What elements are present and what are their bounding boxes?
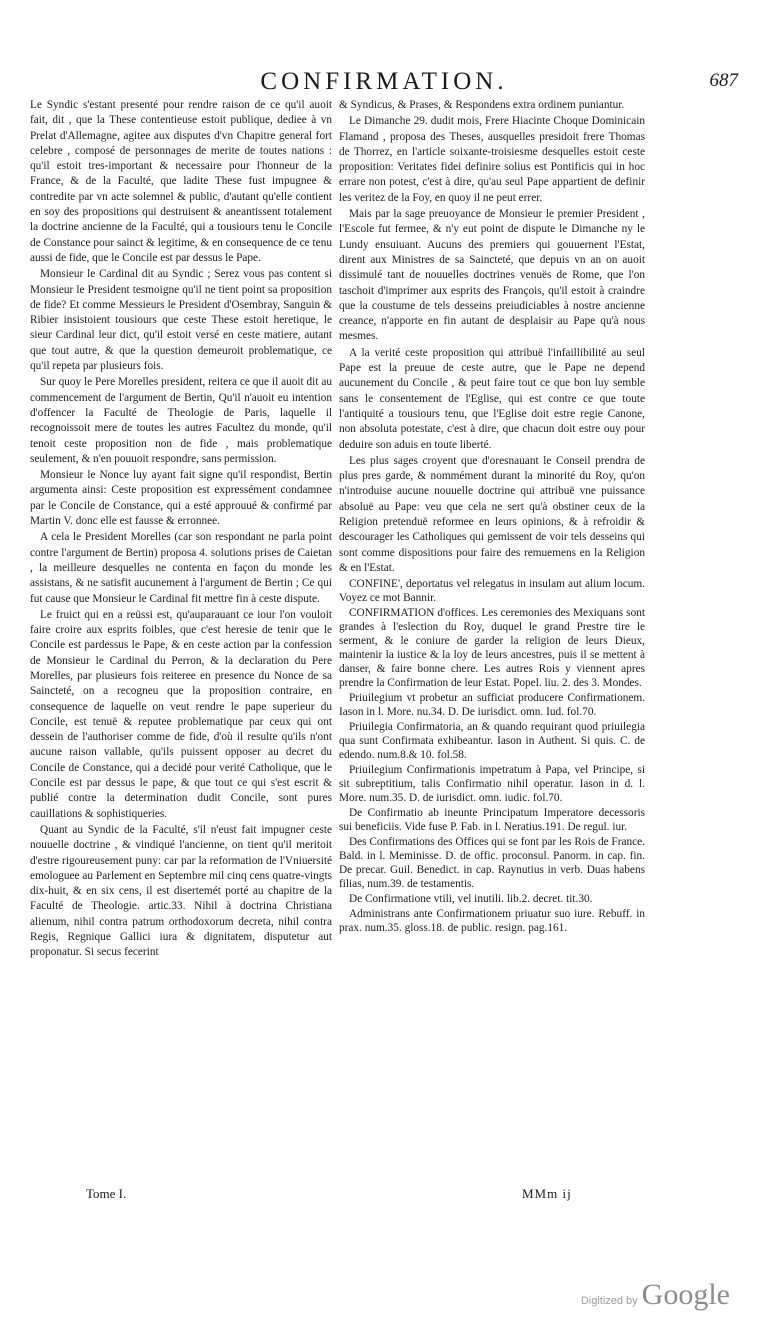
paragraph: A cela le President Morelles (car son respondant ne parla point contre l'argument de Bertin) proposa 4. solutions prises de Caietan , la meilleure desquelles ne contenta en façon du monde les assistans, & ne satisfit aucunement à l'argument de Bertin ; Ce qui fut cause que Monsieur le Cardinal fit mettre fin à ceste dispute. [30,531,332,605]
running-title: CONFIRMATION. [260,68,508,95]
left-column [30,98,332,962]
paragraph: Quant au Syndic de la Faculté, s'il n'eust fait impugner ceste nouuelle doctrine , & vindiqué l'ancienne, on tient qu'il meritoit d'estre rigoureusement puny: car par la reformation de l'Vniuersité emologuee au Parlement en Septembre mil cinq cens quatre-vingts dix-huit, & en six cens, il est disertemét porté au chapitre de la Faculté de Theologie. artic.33. Nihil à doctrina Christiana alienum, nihil contra patrum orthodoxorum decreta, nihil contra Regis, Regnique Gallici iura & dignitatem, disputetur aut proponatur. Si secus fecerint [30,823,332,959]
page-header [30,68,738,102]
paragraph: Le Syndic s'estant presenté pour rendre raison de ce qu'il auoit fait, dit , que la These contentieuse estoit publique, dediee à vn Prelat d'Allemagne, agitee aux disputes d'vn Chapitre general fort celebre , composé de personnages de merite de toutes nations : qu'il estoit tres-important & necessaire pour l'honneur de la France, & de la Faculté, que ladite These fust impugnee & contredite par vn acte solemnel & public, d'autant qu'elle contient en soy des propositions qui destruisent & aneantissent totalement la doctrine ancienne de la Faculté, qui a tousiours tenu le Concile de Constance pour sainct & legitime, & en consequence de ce tenu aussi de fide, que le Concile est par dessus le Pape. [30,99,332,264]
paragraph: Mais par la sage preuoyance de Monsieur le premier President , l'Escole fut fermee, & n'y eut point de dispute le Dimanche ny le Lundy ensuiuant. Aucuns des premiers qui gouuernent l'Estat, dirent aux Ministres de sa Saincteté, que depuis vn an on auoit dissimulé tant de nouuelles doctrines venuës de Rome, que l'on taschoit d'imprimer aux esprits des François, qu'il estoit à craindre que la coustume de tels desseins preiudiciables à nostre ancienne creance, n'apporte en fin autant de desplaisir au Pape qu'à nous mesmes. [339,208,645,343]
digitized-watermark [581,1278,730,1318]
dictionary-entry: CONFINE', deportatus vel relegatus in insulam aut alium locum. Voyez ce mot Bannir. [339,578,645,605]
citation: Priuilegia Confirmatoria, an & quando requirant quod priuilegia qua sunt Confirmata exhibeantur. Iason in Authent. Si quis. C. de edendo. num.8.& 10. fol.58. [339,721,645,762]
volume-label: Tome I. [86,1186,127,1201]
paragraph: Le fruict qui en a reüssi est, qu'auparauant ce iour l'on vouloit faire croire aux esprits foibles, que c'est heresie de tenir que le Concile est pardessus le Pape, & en ceste action par la confession de Monsieur le Cardinal du Perron, & la declaration du Pere Morelles, par plusieurs fois reiteree en presence du Nonce de sa Saincteté, on a recogneu que la proposition contraire, en consequence de laquelle on veut rendre le pape superieur du Concile, est tenuë & reputee problematique par ceux qui ont dessein de l'authoriser comme de fide, d'où il resulte qu'ils n'ont aucune raison vallable, qu'ils puissent opposer au decret du Concile de Constance, qui a decidé pour verité Catholique, que le Concile est par dessus le pape, & que tout ce qui s'est escrit & publié contre la determination dudit Concile, sont pures cauillations & sophistiqueries. [30,608,332,820]
citation: Administrans ante Confirmationem priuatur suo iure. Rebuff. in prax. num.35. gloss.18. de public. resign. pag.161. [339,908,645,935]
paragraph: Sur quoy le Pere Morelles president, reitera ce que il auoit dit au commencement de l'argument de Bertin, Qu'il n'auoit eu intention d'offencer la Faculté de Theologie de Paris, laquelle il recognoissoit mere de toutes les autres Facultez du monde, qu'il tenoit ceste proposition non de fide , mais problematique seulement, & n'en pouuoit respondre, sans permission. [30,376,332,465]
citation: Priuilegium Confirmationis impetratum à Papa, vel Principe, si sit subreptitium, talis Confirmatio nihil operatur. Iason in d. l. More. num.35. D. de iurisdict. omn. iudic. fol.70. [339,764,645,805]
paragraph: A la verité ceste proposition qui attribuë l'infaillibilité au seul Pape est la preuue de ceste autre, que le Pape ne depend aucunement du Concile , & peut faire tout ce que bon luy semble sans le consentement de l'Eglise, qui est contre ce que toute l'antiquité a tousiours tenu, que l'Eglise doit estre regie Canone, non absoluta potestate, c'est à dire, que chacun doit estre ouy pour deduire son aduis en toute liberté. [339,346,645,451]
dictionary-entry: CONFIRMATION d'offices. Les ceremonies des Mexiquans sont grandes à l'eslection du Roy, duquel le grand Prestre tire le serment, & le coniure de garder la religion de leurs Dieux, maintenir la iustice & la loy de leurs ancestres, puis il se mettent à danser, & faire bonne chere. Les autres Rois y viennent apres prendre la Confirmation de leur Estat. Popel. liu. 2. des 3. Mondes. [339,607,645,690]
google-logo: Google [641,1278,730,1311]
paragraph: Le Dimanche 29. dudit mois, Frere Hiacinte Choque Dominicain Flamand , proposa des Theses, ausquelles presidoit frere Thomas de Thorrez, en l'article soixante-troisiesme desquelles estoit ceste proposition: Veritates fidei definire solius est Pontificis qui in hoc errare non potest, c'est à dire, qu'au seul Pape appartient de definir les veritez de la Foy, en quoy il ne peut errer. [339,115,645,204]
page-footer [0,1186,768,1206]
paragraph: & Syndicus, & Prases, & Respondens extra ordinem puniantur. [339,99,625,111]
signature-mark: MMm ij [522,1186,572,1201]
paragraph: Les plus sages croyent que d'oresnauant le Conseil prendra de plus pres garde, & nommément durant la minorité du Roy, qu'on n'introduise aucune nouuelle doctrine qui attribuë vne puissance absoluë au Pape: veu que cela ne sert qu'à obstiner ceux de la Religion pretenduë reformee en leurs opinions, & à refroidir & descourager les Catholiques qui gemissent de voir tels desseins qui sont comme dispositions pour faire des remuemens en la Religion & en l'Estat. [339,454,645,574]
watermark-prefix: Digitized by [580,1295,638,1307]
citation: Priuilegium vt probetur an sufficiat producere Confirmationem. Iason in l. More. nu.34. D. De iurisdict. omn. Iud. fol.70. [339,692,645,719]
citation: Des Confirmations des Offices qui se font par les Rois de France. Bald. in l. Meminisse. D. de offic. proconsul. Panorm. in cap. fin. De precar. Guil. Benedict. in cap. Raynutius in verb. Duas habens filias, num.39. de testamentis. [339,836,645,891]
citation: De Confirmatione vtili, vel inutili. lib.2. decret. tit.30. [349,893,593,906]
paragraph: Monsieur le Nonce luy ayant fait signe qu'il respondist, Bertin argumenta ainsi: Ceste proposition est expressément condamnee par le Concile de Constance, qui a esté approuué & confirmé par Martin V. donc elle est fausse & erronnee. [30,469,332,528]
right-column [339,98,645,936]
page-number: 687 [709,70,738,91]
paragraph: Monsieur le Cardinal dit au Syndic ; Serez vous pas content si Monsieur le President tesmoigne qu'il ne tient point sa proposition de fide? Et comme Messieurs le President d'Osembray, Sanguin & Ribier insistoient tousiours que ceste These estoit heretique, le sieur Cardinal leur dict, qu'il estoit versé en ceste matiere, autant que tout autre, & que la question demeuroit problematique, ce qu'il repeta par plusieurs fois. [30,268,332,373]
citation: De Confirmatio ab ineunte Principatum Imperatore decessoris sui beneficiis. Vide fuse P. Fab. in l. Neratius.191. De regul. iur. [339,807,645,834]
